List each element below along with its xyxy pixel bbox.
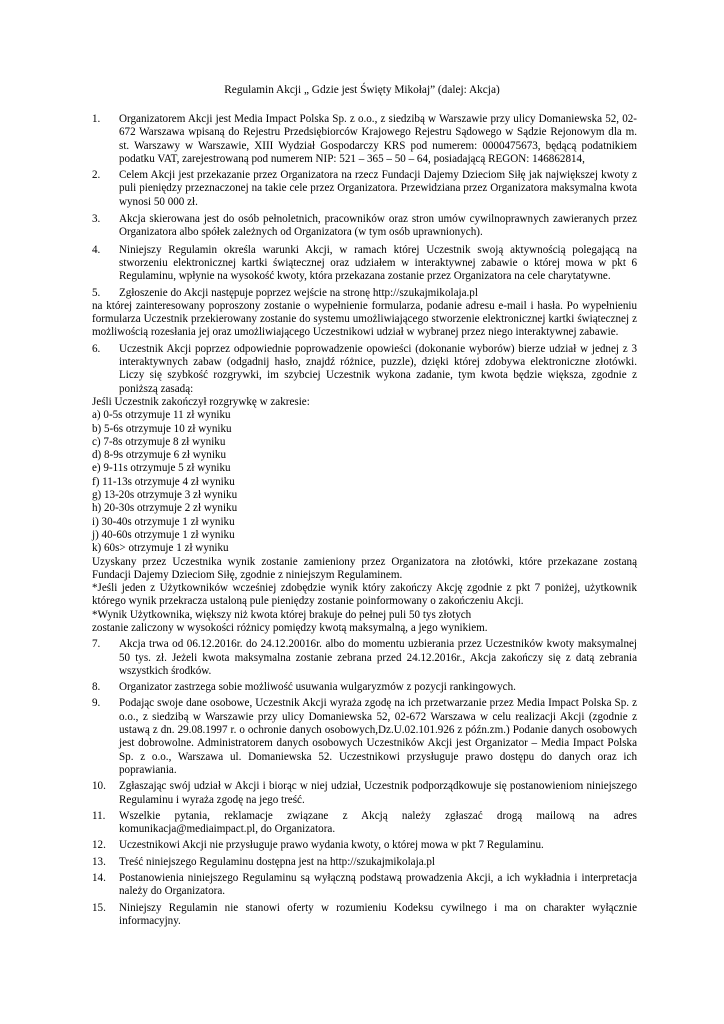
item-number: 1. xyxy=(92,113,101,125)
scoring-row: i) 30-40s otrzymuje 1 zł wyniku xyxy=(92,515,235,528)
scoring-row: a) 0-5s otrzymuje 11 zł wyniku xyxy=(92,409,231,422)
document-title: Regulamin Akcji „ Gdzie jest Święty Mikołaj” (dalej: Akcja) xyxy=(224,84,500,96)
item-text: Treść niniejszego Regulaminu dostępna jest na http://szukajmikolaja.pl xyxy=(119,855,436,868)
item-number: 9. xyxy=(92,697,101,710)
item-6-note: *Wynik Użytkownika, większy niż kwota której brakuje do pełnej puli 50 tys złotych xyxy=(92,608,472,621)
item-text: Uczestnikowi Akcji nie przysługuje prawo wydania kwoty, o której mowa w pkt 7 Regulaminu. xyxy=(119,839,544,852)
item-text: Niniejszy Regulamin nie stanowi oferty w rozumieniu Kodeksu cywilnego i ma on charakter wyłącznie informacyjny. xyxy=(119,901,637,927)
item-number: 4. xyxy=(92,243,101,256)
scoring-row: j) 40-60s otrzymuje 1 zł wyniku xyxy=(92,528,235,541)
item-text: Zgłaszając swój udział w Akcji i biorąc w niej udział, Uczestnik podporządkowuje się postanowieniom niniejszego Regulaminu i wyraża zgodę na jego treść. xyxy=(119,780,637,806)
item-number: 10. xyxy=(92,780,106,793)
item-6-note: *Jeśli jeden z Użytkowników wcześniej zdobędzie wynik który zakończy Akcję zgodnie z pkt 7 poniżej, użytkownik którego wynik przekracza ustaloną pule pieniędzy zostanie poinformowany o zakończeniu Akcji. xyxy=(92,582,637,608)
item-text: Akcja skierowana jest do osób pełnoletnich, pracowników oraz stron umów cywilnoprawnych zawieranych przez Organizatora albo spółek zależnych od Organizatora (w tym osób uprawnionych). xyxy=(119,213,637,239)
item-6-note: Uzyskany przez Uczestnika wynik zostanie zamieniony przez Organizatora na złotówki, które przekazane zostaną Fundacji Dajemy Dzieciom Siłę, zgodnie z niniejszym Regulaminem. xyxy=(92,555,637,581)
item-text: Organizatorem Akcji jest Media Impact Polska Sp. z o.o., z siedzibą w Warszawie przy ulicy Domaniewska 52, 02-672 Warszawa wpisaną do Rejestru Przedsiębiorców Krajowego Rejestru Sądowego w Sądzie Rejonowym dla m. st. Warszawy w Warszawie, XIII Wydział Gospodarczy KRS pod numerem: 0000475673, będącą podatnikiem podatku VAT, zarejestrowaną pod numerem NIP: 521 – 365 – 50 – 64, posiadającą REGON: 146862814, xyxy=(119,113,637,165)
scoring-row: c) 7-8s otrzymuje 8 zł wyniku xyxy=(92,435,226,448)
scoring-row: h) 20-30s otrzymuje 2 zł wyniku xyxy=(92,502,238,515)
item-number: 13. xyxy=(92,855,106,868)
item-text: Wszelkie pytania, reklamacje związane z Akcją należy zgłaszać drogą mailową na adres komunikacja@mediaimpact.pl, do Organizatora. xyxy=(119,809,637,836)
list-item-9 xyxy=(92,697,637,777)
list-item-3 xyxy=(92,213,637,240)
list-item-11 xyxy=(92,810,637,837)
list-item-13 xyxy=(92,856,637,869)
item-text: Celem Akcji jest przekazanie przez Organizatora na rzecz Fundacji Dajemy Dzieciom Siłę jak największej kwoty z puli pieniędzy przeznaczonej na takie cele przez Organizatora. Przewidziana przez Organizatora maksymalna kwota wynosi 50 000 zł. xyxy=(119,169,637,208)
scoring-row: k) 60s> otrzymuje 1 zł wyniku xyxy=(92,542,229,555)
item-text: Niniejszy Regulamin określa warunki Akcji, w ramach której Uczestnik swoją aktywnością polegającą na stworzeniu elektronicznej kartki świątecznej oraz udziałem w interaktywnej zabawie o której mowa w pkt 6 Regulaminu, wpłynie na wysokość kwoty, która przekazana zostanie przez Organizatora na cele charytatywne. xyxy=(119,243,637,283)
scoring-row: e) 9-11s otrzymuje 5 zł wyniku xyxy=(92,462,231,475)
list-item-7 xyxy=(92,638,637,678)
item-number: 2. xyxy=(92,169,101,182)
list-item-14 xyxy=(92,872,637,899)
item-text: Akcja trwa od 06.12.2016r. do 24.12.20016r. albo do momentu uzbierania przez Uczestników kwoty maksymalnej 50 tys. zł. Jeżeli kwota maksymalna zostanie zebrana przed 24.12.2016r., Akcja zakończy się z datą zebrania wszystkich środków. xyxy=(119,638,637,677)
list-item-1 xyxy=(92,113,637,166)
item-number: 5. xyxy=(92,286,101,299)
item-text: Zgłoszenie do Akcji następuje poprzez wejście na stronę http://szukajmikolaja.pl xyxy=(119,286,478,299)
item-number: 6. xyxy=(92,342,101,355)
item-5-continuation: na której zainteresowany poproszony zostanie o wypełnienie formularza, podanie adresu e-mail i hasła. Po wypełnieniu formularza Uczestnik przekierowany zostanie do systemu umożliwiającego stworzenie elektronicznej kartki świątecznej z możliwością rozesłania jej oraz umożliwiającego Uczestnikowi udział w wybranej przez niego interaktywnej zabawie. xyxy=(92,299,637,339)
list-item-6 xyxy=(92,343,637,396)
item-number: 8. xyxy=(92,681,101,694)
item-text: Organizator zastrzega sobie możliwość usuwania wulgaryzmów z pozycji rankingowych. xyxy=(119,681,516,694)
scoring-row: g) 13-20s otrzymuje 3 zł wyniku xyxy=(92,489,238,502)
item-number: 14. xyxy=(92,872,106,885)
item-number: 15. xyxy=(92,901,106,914)
scoring-intro: Jeśli Uczestnik zakończył rozgrywkę w zakresie: xyxy=(92,395,310,408)
list-item-2 xyxy=(92,169,637,209)
item-number: 3. xyxy=(92,213,101,226)
item-text: Podając swoje dane osobowe, Uczestnik Akcji wyraża zgodę na ich przetwarzanie przez Media Impact Polska Sp. z o.o., z siedzibą w Warszawie przy ulicy Domaniewska 52, 02-672 Warszawa w celu realizacji Akcji (zgodnie z ustawą z dn. 29.08.1997 r. o ochronie danych osobowych,Dz.U.02.101.926 z późn.zm.) Podanie danych osobowych jest dobrowolne. Administratorem danych osobowych Uczestników Akcji jest Organizator – Media Impact Polska Sp. z o.o., Warszawa ul. Domaniewska 52. Uczestnikowi przysługuje prawo dostępu do danych oraz ich poprawiania. xyxy=(119,697,637,776)
list-item-4 xyxy=(92,244,637,284)
list-item-10 xyxy=(92,780,637,807)
item-text: Uczestnik Akcji poprzez odpowiednie poprowadzenie opowieści (dokonanie wyborów) bierze udział w jednej z 3 interaktywnych zabaw (odgadnij hasło, znajdź różnice, puzzle), dzięki której zdobywa elektroniczne złotówki. Liczy się szybkość rozgrywki, im szybciej Uczestnik wykona zadanie, tym kwota będzie większa, zgodnie z poniższą zasadą: xyxy=(119,342,637,395)
list-item-15 xyxy=(92,902,637,929)
item-number: 12. xyxy=(92,839,106,852)
item-number: 7. xyxy=(92,638,101,651)
item-number: 11. xyxy=(92,809,106,822)
scoring-row: d) 8-9s otrzymuje 6 zł wyniku xyxy=(92,449,227,462)
item-6-note: zostanie zaliczony w wysokości różnicy pomiędzy kwotą maksymalną, a jego wynikiem. xyxy=(92,621,488,634)
scoring-row: f) 11-13s otrzymuje 4 zł wyniku xyxy=(92,475,235,488)
list-item-12 xyxy=(92,839,637,852)
list-item-5 xyxy=(92,287,637,300)
scoring-row: b) 5-6s otrzymuje 10 zł wyniku xyxy=(92,422,232,435)
list-item-8 xyxy=(92,681,637,694)
item-text: Postanowienia niniejszego Regulaminu są wyłączną podstawą prowadzenia Akcji, a ich wykładnia i interpretacja należy do Organizatora. xyxy=(119,872,637,898)
regulations-body xyxy=(92,113,637,928)
